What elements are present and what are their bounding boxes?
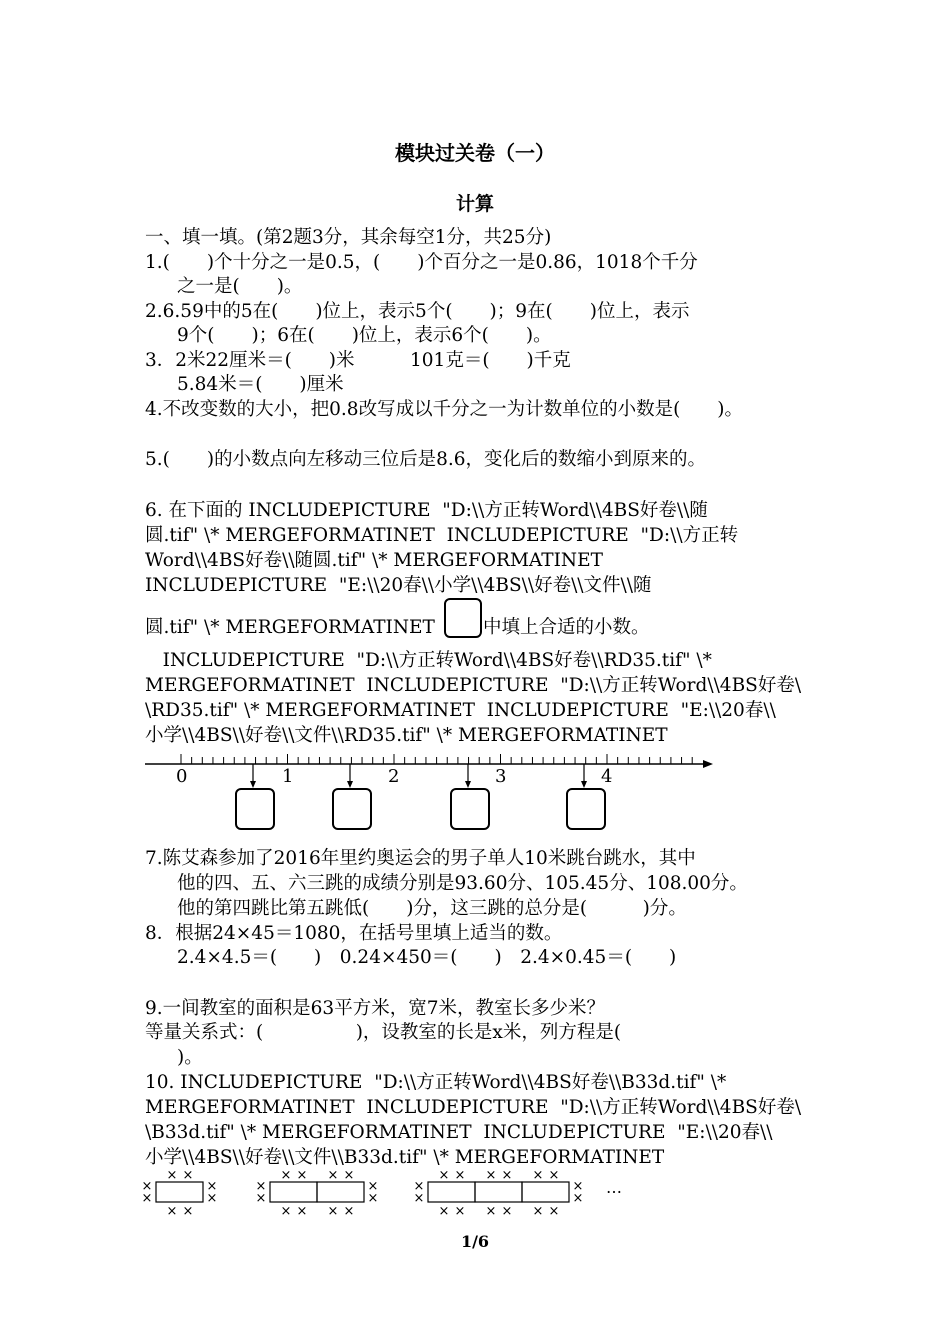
seat-mark: × <box>280 1204 292 1218</box>
seat-mark: × <box>501 1204 513 1218</box>
pointer-arrowhead <box>465 781 471 788</box>
seat-mark: × <box>141 1179 153 1194</box>
seat-mark: × <box>343 1168 355 1183</box>
question-7-line-1: 7.陈艾森参加了2016年里约奥运会的男子单人10米跳台跳水，其中 <box>145 848 696 869</box>
seat-mark: × <box>367 1191 379 1206</box>
question-6-line-8: \RD35.tif" \* MERGEFORMATINET INCLUDEPICTURE "E:\\20春\\ <box>145 700 776 721</box>
page-title: 模块过关卷（一） <box>395 141 555 165</box>
table-rect <box>475 1182 522 1202</box>
seat-mark: × <box>438 1204 450 1218</box>
question-6-line-2: 圆.tif" \* MERGEFORMATINET INCLUDEPICTURE "D:\\方正转 <box>145 525 739 546</box>
table-rect <box>270 1182 317 1202</box>
question-7-line-2: 他的四、五、六三跳的成绩分别是93.60分、105.45分、108.00分。 <box>177 873 748 894</box>
seat-mark: × <box>255 1191 267 1206</box>
question-1-line-1: 1.( )个十分之一是0.5，( )个百分之一是0.86，1018个千分 <box>145 252 698 273</box>
answer-box <box>566 788 606 830</box>
seat-mark: × <box>327 1204 339 1218</box>
ellipsis: … <box>606 1178 622 1197</box>
question-9-line-3: )。 <box>177 1047 203 1068</box>
pointer-arrowhead <box>347 781 353 788</box>
seat-mark: × <box>485 1204 497 1218</box>
pointer-arrowhead <box>250 781 256 788</box>
question-1-line-2: 之一是( )。 <box>177 276 303 297</box>
seat-mark: × <box>413 1179 425 1194</box>
seat-mark: × <box>166 1204 178 1218</box>
question-8-line-2: 2.4×4.5＝( ) 0.24×450＝( ) 2.4×0.45＝( ) <box>177 947 677 968</box>
answer-box <box>450 788 490 830</box>
question-2-line-2: 9个( )；6在( )位上，表示6个( )。 <box>177 325 552 346</box>
question-6-line-3: Word\\4BS好卷\\随圆.tif" \* MERGEFORMATINET <box>145 550 603 571</box>
answer-box <box>235 788 275 830</box>
seat-mark: × <box>327 1168 339 1183</box>
seat-mark: × <box>485 1168 497 1183</box>
number-line-arrowhead <box>703 760 713 768</box>
table-rect <box>522 1182 569 1202</box>
answer-box-icon <box>444 598 482 638</box>
page-number: 1/6 <box>460 1232 490 1251</box>
seat-mark: × <box>454 1168 466 1183</box>
seat-mark: × <box>343 1204 355 1218</box>
seat-mark: × <box>501 1168 513 1183</box>
seat-mark: × <box>454 1204 466 1218</box>
number-line-pointers <box>250 764 587 788</box>
seat-mark: × <box>532 1168 544 1183</box>
seat-mark: × <box>413 1191 425 1206</box>
section-subtitle: 计算 <box>455 193 494 215</box>
tick-label-4: 4 <box>601 766 613 787</box>
seat-mark: × <box>280 1168 292 1183</box>
seat-mark: × <box>548 1168 560 1183</box>
question-6-line-5b: 中填上合适的小数。 <box>483 617 650 638</box>
seat-mark: × <box>572 1179 584 1194</box>
question-5: 5.( )的小数点向左移动三位后是8.6，变化后的数缩小到原来的。 <box>145 449 707 470</box>
question-8-line-1: 8．根据24×45＝1080，在括号里填上适当的数。 <box>145 923 563 944</box>
question-6-line-9: 小学\\4BS\\好卷\\文件\\RD35.tif" \* MERGEFORMATINET <box>145 725 668 746</box>
seat-mark: × <box>182 1168 194 1183</box>
question-6-line-7: MERGEFORMATINET INCLUDEPICTURE "D:\\方正转Word\\4BS好卷\ <box>145 675 802 696</box>
table-rect <box>428 1182 475 1202</box>
seat-mark: × <box>141 1191 153 1206</box>
question-4: 4.不改变数的大小，把0.8改写成以千分之一为计数单位的小数是( )。 <box>145 399 744 420</box>
seat-mark: × <box>182 1204 194 1218</box>
seat-mark: × <box>255 1179 267 1194</box>
answer-box <box>332 788 372 830</box>
question-6-line-1: 6. 在下面的 INCLUDEPICTURE "D:\\方正转Word\\4BS好卷\\随 <box>145 500 708 521</box>
seat-mark: × <box>296 1204 308 1218</box>
question-10-line-1: 10. INCLUDEPICTURE "D:\\方正转Word\\4BS好卷\\B33d.tif" \* <box>145 1072 727 1093</box>
number-line-ticks <box>181 754 692 764</box>
question-3-line-2: 5.84米＝( )厘米 <box>177 374 344 395</box>
tick-label-2: 2 <box>388 766 400 787</box>
tables-pattern-figure <box>0 1168 950 1218</box>
question-2-line-1: 2.6.59中的5在( )位上，表示5个( )；9在( )位上，表示 <box>145 301 690 322</box>
section-heading: 一、填一填。(第2题3分，其余每空1分，共25分) <box>145 227 552 248</box>
question-10-line-2: MERGEFORMATINET INCLUDEPICTURE "D:\\方正转Word\\4BS好卷\ <box>145 1097 802 1118</box>
seat-mark: × <box>166 1168 178 1183</box>
seat-mark: × <box>367 1179 379 1194</box>
seat-mark: × <box>296 1168 308 1183</box>
question-6-line-4: INCLUDEPICTURE "E:\\20春\\小学\\4BS\\好卷\\文件\\随 <box>145 575 652 596</box>
question-6-line-6: INCLUDEPICTURE "D:\\方正转Word\\4BS好卷\\RD35.tif" \* <box>145 650 712 671</box>
seat-mark: × <box>206 1191 218 1206</box>
tick-label-3: 3 <box>495 766 507 787</box>
pointer-arrowhead <box>581 781 587 788</box>
question-6-line-5: 圆.tif" \* MERGEFORMATINET <box>145 617 441 638</box>
seat-mark: × <box>572 1191 584 1206</box>
question-7-line-3: 他的第四跳比第五跳低( )分，这三跳的总分是( )分。 <box>177 898 687 919</box>
seat-mark: × <box>548 1204 560 1218</box>
tick-label-1: 1 <box>282 766 294 787</box>
question-10-line-4: 小学\\4BS\\好卷\\文件\\B33d.tif" \* MERGEFORMATINET <box>145 1147 665 1168</box>
question-10-line-3: \B33d.tif" \* MERGEFORMATINET INCLUDEPICTURE "E:\\20春\\ <box>145 1122 773 1143</box>
seat-mark: × <box>206 1179 218 1194</box>
seat-mark: × <box>532 1204 544 1218</box>
seat-mark: × <box>438 1168 450 1183</box>
tick-label-0: 0 <box>176 766 188 787</box>
table-rect <box>156 1182 203 1202</box>
table-rect <box>317 1182 364 1202</box>
question-9-line-1: 9.一间教室的面积是63平方米，宽7米，教室长多少米？ <box>145 998 605 1019</box>
question-3-line-1: 3．2米22厘米＝( )米 101克＝( )千克 <box>145 350 571 371</box>
question-9-line-2: 等量关系式：( )，设教室的长是x米，列方程是( <box>145 1022 622 1043</box>
